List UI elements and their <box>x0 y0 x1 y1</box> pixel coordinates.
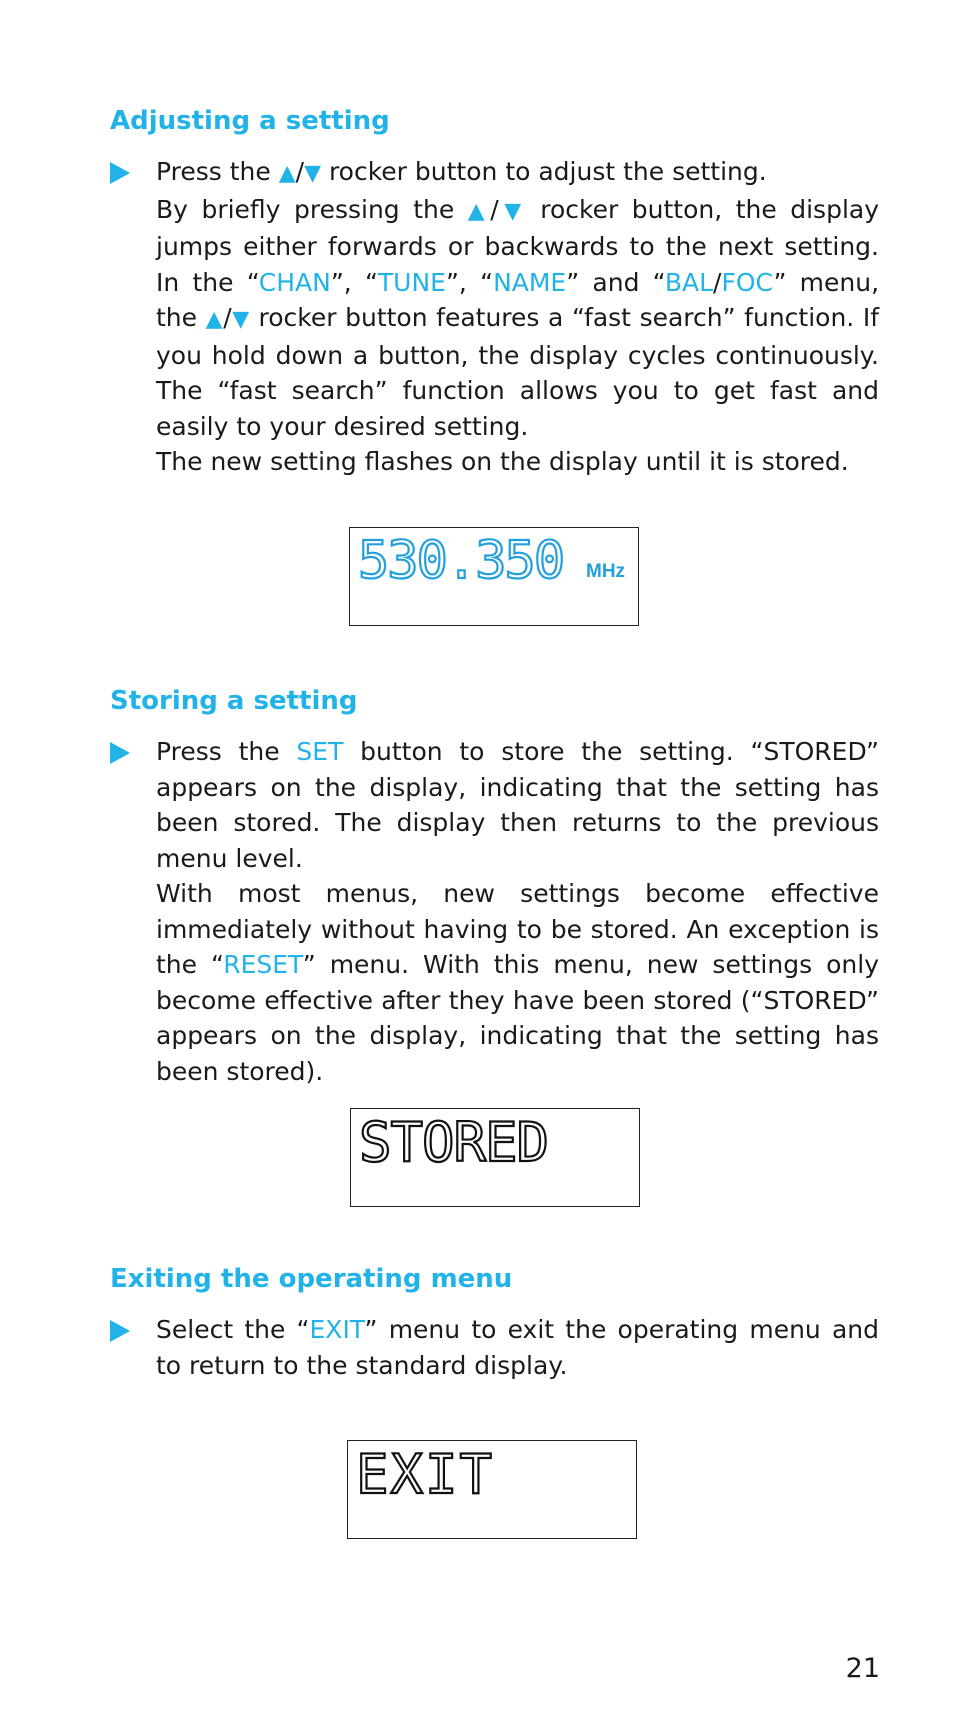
keyword-set: SET <box>296 737 344 766</box>
up-arrow-icon: ▲ <box>205 307 224 332</box>
exiting-para1: Select the “EXIT” menu to exit the operating menu and to return to the standard display. <box>156 1315 879 1380</box>
storing-para2: With most menus, new settings become effective immediately without having to be stored. An exception is the “RESET” menu. With this menu, new settings only become effective after they have been stored (“STORED” appears on the display, indicating that the setting has been stored). <box>156 879 879 1086</box>
lcd-display-stored <box>350 1108 640 1207</box>
keyword-name: NAME <box>493 267 567 297</box>
storing-text <box>156 734 879 1089</box>
lcd-display-frequency <box>349 527 639 626</box>
up-arrow-icon: ▲ <box>467 198 491 224</box>
down-arrow-icon: ▼ <box>231 307 250 332</box>
bullet-arrow-icon <box>110 1320 130 1342</box>
lcd-stored-glyphs <box>351 1109 641 1208</box>
bullet-arrow-icon <box>110 162 130 184</box>
svg-text:530.350: 530.350 <box>358 531 564 591</box>
keyword-foc: FOC <box>721 267 774 297</box>
down-arrow-icon: ▼ <box>498 198 527 224</box>
adjusting-para3: The new setting flashes on the display until it is stored. <box>156 447 849 476</box>
adjusting-line1: Press the ▲/▼ rocker button to adjust the setting. <box>156 157 767 186</box>
down-arrow-icon: ▼ <box>304 161 321 186</box>
up-arrow-icon: ▲ <box>278 161 296 186</box>
keyword-bal: BAL <box>664 267 714 297</box>
heading-storing: Storing a setting <box>110 686 358 716</box>
lcd-exit-glyphs <box>348 1441 638 1540</box>
lcd-unit: MHz <box>586 561 626 582</box>
exiting-text <box>156 1312 879 1383</box>
adjusting-text <box>156 154 879 480</box>
keyword-exit: EXIT <box>309 1315 365 1344</box>
lcd-display-exit <box>347 1440 637 1539</box>
bullet-arrow-icon <box>110 742 130 764</box>
heading-adjusting: Adjusting a setting <box>110 106 390 136</box>
page-number: 21 <box>845 1653 880 1684</box>
adjusting-para2: By briefly pressing the ▲/▼ rocker button, the display jumps either forwards or backwards to the next setting. In the “CHAN”, “TUNE”, “NAME” and “BAL/FOC” menu, the ▲/▼ rocker button features a “fast search” function. If you hold down a button, the display cycles continuously. The “fast search” function allows you to get fast and easily to your desired setting. <box>156 194 880 441</box>
keyword-tune: TUNE <box>377 267 446 297</box>
keyword-reset: RESET <box>223 950 303 979</box>
heading-exiting: Exiting the operating menu <box>110 1264 513 1294</box>
storing-para1: Press the SET button to store the setting. “STORED” appears on the display, indicating that the setting has been stored. The display then returns to the previous menu level. <box>156 737 879 873</box>
svg-text:STORED: STORED <box>359 1111 549 1174</box>
svg-text:EXIT: EXIT <box>356 1443 495 1506</box>
keyword-chan: CHAN <box>258 267 331 297</box>
